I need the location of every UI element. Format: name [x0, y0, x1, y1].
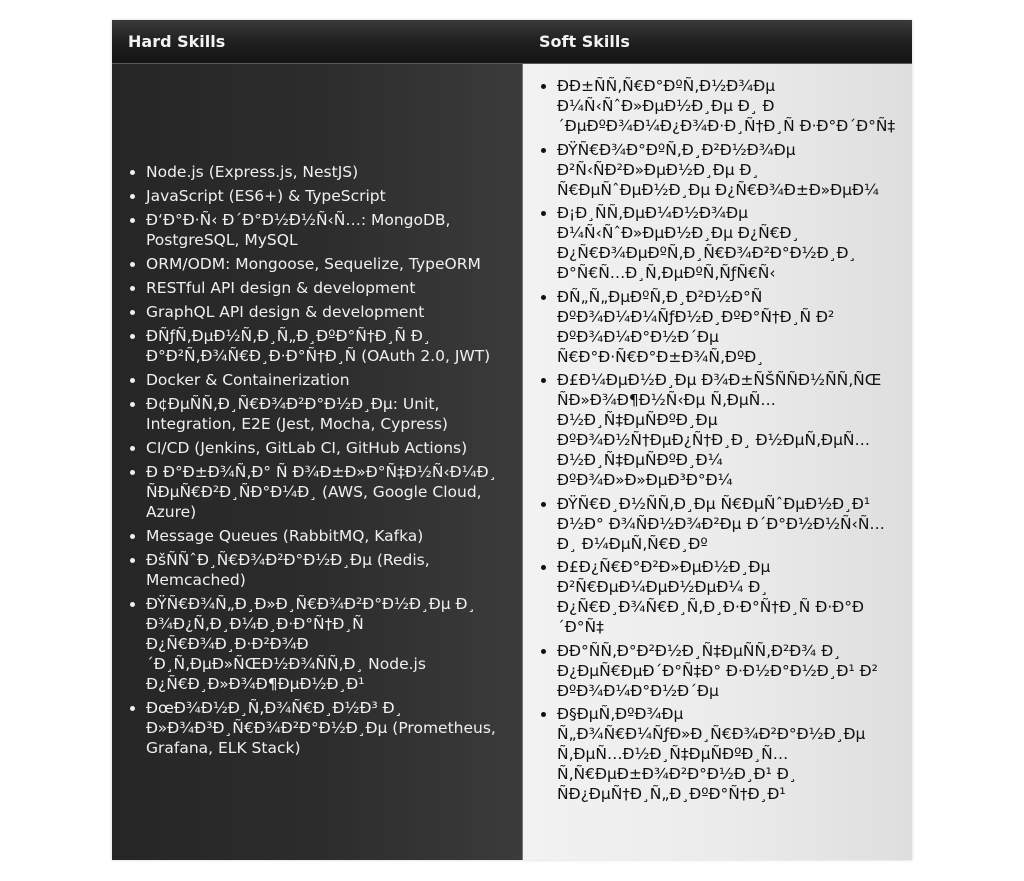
soft-skill-item: Ð£Ð¿Ñ€Ð°Ð²Ð»ÐµÐ½Ð¸Ðµ Ð²Ñ€ÐµÐ¼ÐµÐ½ÐµÐ¼ Ð¸ Ð¿Ñ€Ð¸Ð¾Ñ€Ð¸Ñ‚Ð¸Ð·Ð°Ñ†Ð¸Ñ Ð·Ð°Ð´Ð°Ñ‡ [557, 557, 898, 637]
soft-skill-item: Ð£Ð¼ÐµÐ½Ð¸Ðµ Ð¾Ð±ÑŠÑÑÐ½ÑÑ‚ÑŒ ÑÐ»Ð¾Ð¶Ð½Ñ‹Ðµ Ñ‚ÐµÑ…Ð½Ð¸Ñ‡ÐµÑÐºÐ¸Ðµ ÐºÐ¾Ð½Ñ†ÐµÐ¿Ñ†Ð¸Ð¸ Ð½ÐµÑ‚ÐµÑ…Ð½Ð¸Ñ‡ÐµÑÐºÐ¸Ð¼ ÐºÐ¾Ð»Ð»ÐµÐ³Ð°Ð¼ [557, 370, 898, 490]
soft-skill-item: ÐŸÑ€Ð¾Ð°ÐºÑ‚Ð¸Ð²Ð½Ð¾Ðµ Ð²Ñ‹ÑÐ²Ð»ÐµÐ½Ð¸Ðµ Ð¸ Ñ€ÐµÑˆÐµÐ½Ð¸Ðµ Ð¿Ñ€Ð¾Ð±Ð»ÐµÐ¼ [557, 140, 898, 200]
hard-skill-item: GraphQL API design & development [146, 302, 512, 322]
hard-skill-item: CI/CD (Jenkins, GitLab CI, GitHub Actions) [146, 438, 512, 458]
soft-skill-item: ÐŸÑ€Ð¸Ð½ÑÑ‚Ð¸Ðµ Ñ€ÐµÑˆÐµÐ½Ð¸Ð¹ Ð½Ð° Ð¾ÑÐ½Ð¾Ð²Ðµ Ð´Ð°Ð½Ð½Ñ‹Ñ… Ð¸ Ð¼ÐµÑ‚Ñ€Ð¸Ðº [557, 494, 898, 554]
hard-skill-item: ÐÑƒÑ‚ÐµÐ½Ñ‚Ð¸Ñ„Ð¸ÐºÐ°Ñ†Ð¸Ñ Ð¸ Ð°Ð²Ñ‚Ð¾Ñ€Ð¸Ð·Ð°Ñ†Ð¸Ñ (OAuth 2.0, JWT) [146, 326, 512, 366]
hard-skills-column [112, 64, 523, 860]
hard-skill-item: Message Queues (RabbitMQ, Kafka) [146, 526, 512, 546]
hard-skill-item: Ð Ð°Ð±Ð¾Ñ‚Ð° Ñ Ð¾Ð±Ð»Ð°Ñ‡Ð½Ñ‹Ð¼Ð¸ ÑÐµÑ€Ð²Ð¸ÑÐ°Ð¼Ð¸ (AWS, Google Cloud, Azure) [146, 462, 512, 522]
soft-skill-item: Ð¡Ð¸ÑÑ‚ÐµÐ¼Ð½Ð¾Ðµ Ð¼Ñ‹ÑˆÐ»ÐµÐ½Ð¸Ðµ Ð¿Ñ€Ð¸ Ð¿Ñ€Ð¾ÐµÐºÑ‚Ð¸Ñ€Ð¾Ð²Ð°Ð½Ð¸Ð¸ Ð°Ñ€Ñ…Ð¸Ñ‚ÐµÐºÑ‚ÑƒÑ€Ñ‹ [557, 203, 898, 283]
skills-table [112, 20, 912, 860]
hard-skills-list [128, 162, 512, 762]
soft-skill-item: ÐÑ„Ñ„ÐµÐºÑ‚Ð¸Ð²Ð½Ð°Ñ ÐºÐ¾Ð¼Ð¼ÑƒÐ½Ð¸ÐºÐ°Ñ†Ð¸Ñ Ð² ÐºÐ¾Ð¼Ð°Ð½Ð´Ðµ Ñ€Ð°Ð·Ñ€Ð°Ð±Ð¾Ñ‚ÐºÐ¸ [557, 287, 898, 367]
hard-skill-item: ÐšÑÑˆÐ¸Ñ€Ð¾Ð²Ð°Ð½Ð¸Ðµ (Redis, Memcached) [146, 550, 512, 590]
soft-skills-list [539, 76, 898, 804]
hard-skill-item: Docker & Containerization [146, 370, 512, 390]
hard-skill-item: Node.js (Express.js, NestJS) [146, 162, 512, 182]
hard-skill-item: Ð‘Ð°Ð·Ñ‹ Ð´Ð°Ð½Ð½Ñ‹Ñ…: MongoDB, PostgreSQL, MySQL [146, 210, 512, 250]
hard-skill-item: ORM/ODM: Mongoose, Sequelize, TypeORM [146, 254, 512, 274]
soft-skill-item: ÐÐ°ÑÑ‚Ð°Ð²Ð½Ð¸Ñ‡ÐµÑÑ‚Ð²Ð¾ Ð¸ Ð¿ÐµÑ€ÐµÐ´Ð°Ñ‡Ð° Ð·Ð½Ð°Ð½Ð¸Ð¹ Ð² ÐºÐ¾Ð¼Ð°Ð½Ð´Ðµ [557, 641, 898, 701]
hard-skill-item: RESTful API design & development [146, 278, 512, 298]
hard-skill-item: JavaScript (ES6+) & TypeScript [146, 186, 512, 206]
table-header [112, 20, 912, 64]
hard-skill-item: Ð¢ÐµÑÑ‚Ð¸Ñ€Ð¾Ð²Ð°Ð½Ð¸Ðµ: Unit, Integration, E2E (Jest, Mocha, Cypress) [146, 394, 512, 434]
soft-skills-heading: Soft Skills [539, 32, 630, 51]
hard-skill-item: ÐœÐ¾Ð½Ð¸Ñ‚Ð¾Ñ€Ð¸Ð½Ð³ Ð¸ Ð»Ð¾Ð³Ð¸Ñ€Ð¾Ð²Ð°Ð½Ð¸Ðµ (Prometheus, Grafana, ELK Stack) [146, 698, 512, 758]
hard-skill-item: ÐŸÑ€Ð¾Ñ„Ð¸Ð»Ð¸Ñ€Ð¾Ð²Ð°Ð½Ð¸Ðµ Ð¸ Ð¾Ð¿Ñ‚Ð¸Ð¼Ð¸Ð·Ð°Ñ†Ð¸Ñ Ð¿Ñ€Ð¾Ð¸Ð·Ð²Ð¾Ð´Ð¸Ñ‚ÐµÐ»ÑŒÐ½Ð¾ÑÑ‚Ð¸ Node.js Ð¿Ñ€Ð¸Ð»Ð¾Ð¶ÐµÐ½Ð¸Ð¹ [146, 594, 512, 694]
soft-skills-column [523, 64, 912, 860]
table-body [112, 64, 912, 860]
hard-skills-heading: Hard Skills [128, 32, 226, 51]
soft-skill-item: Ð§ÐµÑ‚ÐºÐ¾Ðµ Ñ„Ð¾Ñ€Ð¼ÑƒÐ»Ð¸Ñ€Ð¾Ð²Ð°Ð½Ð¸Ðµ Ñ‚ÐµÑ…Ð½Ð¸Ñ‡ÐµÑÐºÐ¸Ñ… Ñ‚Ñ€ÐµÐ±Ð¾Ð²Ð°Ð½Ð¸Ð¹ Ð¸ ÑÐ¿ÐµÑ†Ð¸Ñ„Ð¸ÐºÐ°Ñ†Ð¸Ð¹ [557, 704, 898, 804]
soft-skill-item: ÐÐ±ÑÑ‚Ñ€Ð°ÐºÑ‚Ð½Ð¾Ðµ Ð¼Ñ‹ÑˆÐ»ÐµÐ½Ð¸Ðµ Ð¸ Ð´ÐµÐºÐ¾Ð¼Ð¿Ð¾Ð·Ð¸Ñ†Ð¸Ñ Ð·Ð°Ð´Ð°Ñ‡ [557, 76, 898, 136]
